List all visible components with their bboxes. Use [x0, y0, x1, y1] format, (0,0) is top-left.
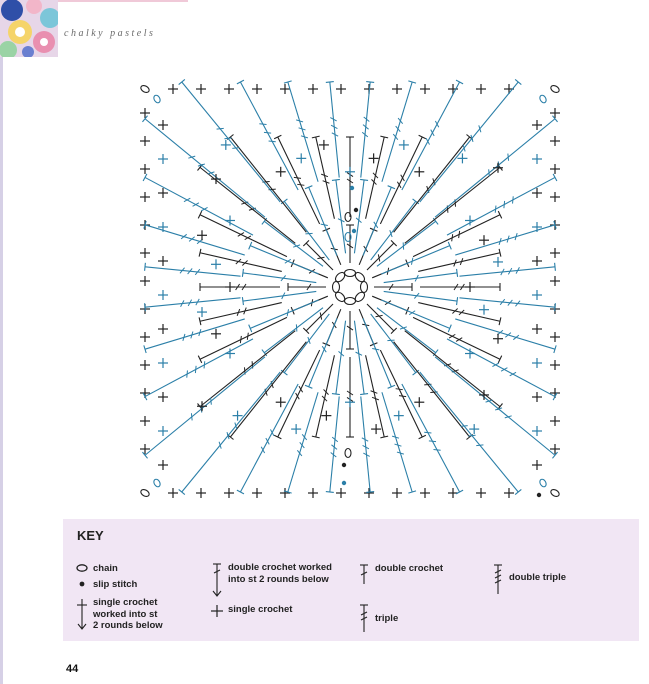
single-crochet-icon [210, 604, 224, 618]
stitch-post [309, 187, 337, 255]
stitch-tick [308, 337, 310, 344]
stitch-post [363, 318, 391, 386]
stitch-tick [400, 327, 407, 329]
stitch-post [418, 303, 500, 322]
stitch-post [243, 291, 316, 301]
stitch-post [363, 187, 391, 255]
stitch-tick [217, 128, 224, 129]
triple-icon [357, 603, 371, 633]
stitch-tick [378, 254, 379, 261]
stitch-top [456, 80, 463, 84]
stitch-post [381, 246, 449, 274]
stitch-post [420, 82, 518, 202]
stitch-post [240, 384, 298, 492]
key-item-dc-2-below [206, 562, 332, 600]
stitch-tick [287, 309, 288, 316]
stitch-post [182, 372, 280, 492]
chain-mark [345, 270, 356, 277]
stitch-top [553, 174, 557, 181]
key-label-triple: triple [375, 613, 399, 624]
stitch-post [420, 372, 518, 492]
key-item-double-crochet [353, 563, 443, 585]
key-item-slip-stitch [71, 579, 137, 591]
chain-mark [345, 298, 356, 305]
stitch-post [250, 246, 318, 274]
stitch-post [330, 396, 339, 492]
stitch-post [200, 303, 282, 322]
header-rule [58, 0, 188, 2]
chain-mark [153, 94, 162, 104]
key-label-slip-stitch: slip stitch [93, 579, 138, 590]
key-item-double-triple [487, 563, 566, 595]
stitch-post [380, 137, 422, 224]
stitch-top [145, 303, 146, 311]
stitch-tick [211, 398, 212, 405]
stitch-tick [321, 224, 328, 225]
stitch-tick [195, 366, 196, 373]
stitch-top [242, 297, 243, 305]
stitch-post [380, 350, 422, 437]
stitch-tick [302, 434, 307, 440]
slip-stitch-mark [350, 186, 354, 190]
chain-mark [539, 94, 548, 104]
stitch-top [145, 263, 146, 271]
slip-stitch-mark [342, 481, 346, 485]
stitch-top [360, 179, 368, 180]
stitch-top [456, 490, 463, 494]
stitch-tick [486, 400, 493, 402]
stitch-post [250, 300, 318, 328]
stitch-tick [459, 231, 460, 238]
stitch-post [278, 350, 320, 437]
stitch-post [418, 253, 500, 272]
stitch-tick [452, 234, 453, 241]
dc-2-below-icon [210, 562, 224, 600]
stitch-post [316, 137, 335, 219]
stitch-tick [372, 348, 379, 349]
stitch-post [384, 291, 457, 301]
stitch-post [402, 384, 460, 492]
stitch-post [145, 267, 241, 276]
stitch-tick [396, 389, 403, 390]
stitch-post [200, 215, 287, 257]
stitch-tick [269, 141, 276, 142]
stitch-post [361, 396, 370, 492]
chain-mark [550, 488, 561, 498]
key-item-chain [71, 563, 118, 575]
key-item-sc-2-below [71, 597, 163, 633]
stitch-post [145, 339, 253, 397]
stitch-tick [204, 361, 205, 368]
stitch-tick [390, 230, 392, 237]
stitch-tick [411, 258, 412, 265]
chain-mark [539, 478, 548, 488]
stitch-tick [188, 156, 195, 158]
stitch-post [447, 339, 555, 397]
crochet-chart [125, 75, 575, 510]
stitch-tick [297, 450, 302, 456]
stitch-tick [293, 245, 300, 247]
chain-mark [345, 449, 351, 458]
stitch-tick [504, 201, 505, 208]
stitch-post [354, 180, 364, 253]
stitch-post [381, 300, 449, 328]
stitch-post [200, 317, 287, 359]
page-spine [0, 0, 3, 684]
slip-stitch-mark [537, 493, 541, 497]
double-crochet-icon [357, 563, 371, 585]
stitch-post [354, 321, 364, 394]
chain-mark [140, 84, 151, 94]
chain-icon [75, 563, 89, 573]
slip-stitch-mark [354, 208, 358, 212]
stitch-tick [495, 206, 496, 213]
stitch-post [435, 357, 555, 455]
chain-mark [140, 488, 151, 498]
stitch-tick [398, 118, 403, 124]
stitch-tick [320, 313, 321, 320]
key-item-single-crochet [206, 604, 292, 618]
stitch-tick [208, 172, 215, 174]
stitch-tick [429, 441, 436, 442]
stitch-tick [479, 125, 481, 132]
stitch-post [145, 119, 265, 217]
stitch-tick [247, 333, 248, 340]
key-item-triple [353, 603, 398, 633]
stitch-tick [393, 134, 398, 140]
key-label-chain: chain [93, 563, 118, 574]
stitch-tick [235, 423, 237, 430]
stitch-top [555, 303, 556, 311]
stitch-post [413, 215, 500, 257]
stitch-tick [189, 237, 195, 242]
stitch-post [402, 82, 460, 190]
stitch-top [237, 490, 244, 494]
stitch-tick [181, 234, 187, 239]
stitch-top [326, 492, 334, 493]
stitch-post [278, 137, 320, 224]
stitch-tick [468, 435, 475, 436]
stitch-post [459, 267, 555, 276]
stitch-tick [317, 257, 324, 258]
double-triple-icon [491, 563, 505, 595]
stitch-tick [219, 442, 221, 449]
stitch-post [182, 82, 280, 202]
stitch-post [459, 298, 555, 307]
stitch-top [332, 394, 340, 395]
stitch-post [336, 321, 346, 394]
key-panel [63, 519, 639, 641]
stitch-post [366, 137, 385, 219]
key-label-dc-2-below: double crochet worked into st 2 rounds below [228, 562, 332, 585]
key-label-double-triple: double triple [509, 572, 566, 583]
stitch-post [200, 253, 282, 272]
stitch-tick [376, 315, 383, 316]
stitch-tick [461, 426, 468, 427]
stitch-tick [463, 145, 465, 152]
sc-2-below-icon [75, 597, 89, 633]
stitch-post [361, 82, 370, 178]
stitch-top [457, 269, 458, 277]
slip-stitch-icon [75, 579, 89, 589]
stitch-top [366, 82, 374, 83]
stitch-tick [259, 124, 266, 125]
slip-stitch-mark [342, 463, 346, 467]
chain-mark [550, 84, 561, 94]
stitch-tick [264, 132, 271, 133]
stitch-post [413, 317, 500, 359]
stitch-tick [513, 335, 519, 340]
page-number: 44 [66, 663, 79, 675]
stitch-tick [489, 169, 490, 176]
stitch-tick [476, 445, 483, 446]
stitch-top [143, 174, 147, 181]
stitch-post [316, 355, 335, 437]
crochet-chart-svg [125, 75, 575, 510]
stitch-tick [300, 442, 305, 448]
stitch-post [330, 82, 339, 178]
chain-mark [153, 478, 162, 488]
stitch-top [457, 297, 458, 305]
stitch-top [237, 80, 244, 84]
stitch-tick [187, 370, 188, 377]
key-label-sc-2-below: single crochet worked into st 2 rounds below [93, 597, 163, 631]
stitch-tick [294, 177, 301, 178]
stitch-tick [433, 450, 440, 451]
key-label-single-crochet: single crochet [228, 604, 293, 615]
stitch-top [555, 263, 556, 271]
stitch-post [243, 273, 316, 283]
stitch-post [309, 318, 337, 386]
stitch-post [336, 180, 346, 253]
stitch-post [384, 273, 457, 283]
stitch-tick [513, 196, 514, 203]
stitch-post [240, 82, 298, 190]
stitch-top [360, 394, 368, 395]
stitch-top [242, 269, 243, 277]
chain-mark [361, 282, 368, 293]
stitch-tick [508, 154, 509, 161]
stitch-tick [396, 126, 401, 132]
stitch-tick [505, 333, 511, 338]
stitch-tick [232, 148, 239, 149]
stitch-top [326, 82, 334, 83]
stitch-post [145, 298, 241, 307]
stitch-top [366, 492, 374, 493]
key-title: KEY [77, 528, 104, 543]
stitch-top [332, 179, 340, 180]
key-label-double-crochet: double crochet [375, 563, 444, 574]
slip-stitch-mark [352, 229, 356, 233]
stitch-tick [191, 413, 192, 420]
header-thumbnail-image [0, 0, 58, 57]
stitch-tick [297, 184, 304, 185]
book-title: chalky pastels [64, 28, 156, 39]
stitch-tick [240, 336, 241, 343]
stitch-tick [505, 416, 512, 418]
stitch-tick [224, 138, 231, 139]
stitch-post [366, 355, 385, 437]
chain-mark [333, 282, 340, 293]
stitch-tick [424, 432, 431, 433]
stitch-tick [399, 396, 406, 397]
